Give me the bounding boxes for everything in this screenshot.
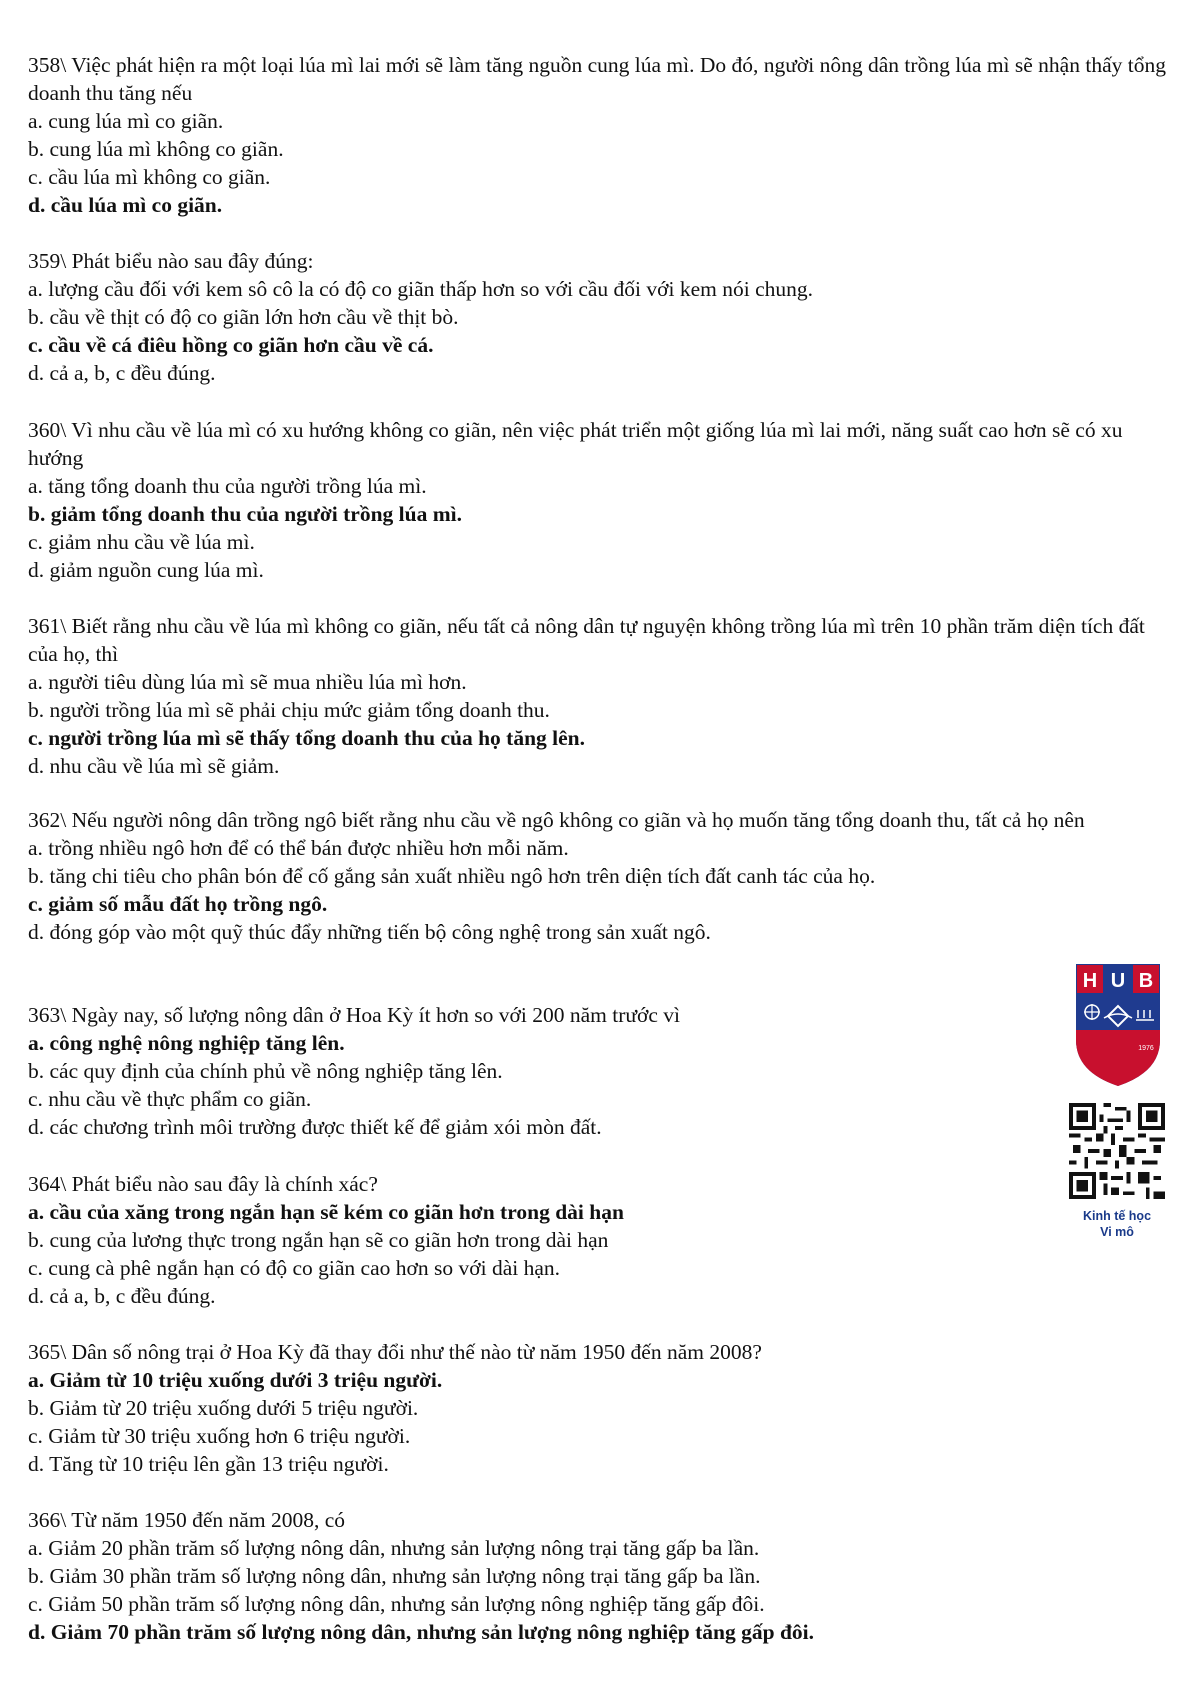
question-364 <box>28 1170 1168 1310</box>
answer-option: c. cung cà phê ngắn hạn có độ co giãn cao hơn so với dài hạn. <box>28 1256 560 1280</box>
answer-option: a. tăng tổng doanh thu của người trồng lúa mì. <box>28 474 427 498</box>
question-359 <box>28 247 1168 387</box>
answer-option: a. cung lúa mì co giãn. <box>28 109 224 133</box>
question-366 <box>28 1506 1168 1646</box>
question-text: 363\ Ngày nay, số lượng nông dân ở Hoa Kỳ ít hơn so với 200 năm trước vì <box>28 1003 681 1027</box>
answer-option-correct: a. Giảm từ 10 triệu xuống dưới 3 triệu người. <box>28 1368 443 1392</box>
answer-option: b. tăng chi tiêu cho phân bón để cố gắng sản xuất nhiều ngô hơn trên diện tích đất canh tác của họ. <box>28 864 876 888</box>
answer-option: c. Giảm từ 30 triệu xuống hơn 6 triệu người. <box>28 1424 411 1448</box>
answer-option-correct: a. công nghệ nông nghiệp tăng lên. <box>28 1031 345 1055</box>
logo-letter-u: U <box>1110 970 1126 992</box>
answer-option: a. trồng nhiều ngô hơn để có thể bán được nhiều hơn mỗi năm. <box>28 836 569 860</box>
answer-option: b. các quy định của chính phủ về nông nghiệp tăng lên. <box>28 1059 503 1083</box>
answer-option: d. cả a, b, c đều đúng. <box>28 361 216 385</box>
answer-option-correct: a. cầu của xăng trong ngắn hạn sẽ kém co giãn hơn trong dài hạn <box>28 1200 624 1224</box>
answer-option: d. cả a, b, c đều đúng. <box>28 1284 216 1308</box>
question-365 <box>28 1338 1168 1478</box>
question-text: 358\ Việc phát hiện ra một loại lúa mì lai mới sẽ làm tăng nguồn cung lúa mì. Do đó, người nông dân trồng lúa mì sẽ nhận thấy tổng doanh thu tăng nếu <box>28 53 1166 105</box>
logo-letter-h: H <box>1082 970 1098 992</box>
answer-option: b. Giảm 30 phần trăm số lượng nông dân, nhưng sản lượng nông trại tăng gấp ba lần. <box>28 1564 761 1588</box>
answer-option-correct: d. cầu lúa mì co giãn. <box>28 193 223 217</box>
question-363 <box>28 1001 1168 1141</box>
answer-option-correct: d. Giảm 70 phần trăm số lượng nông dân, nhưng sản lượng nông nghiệp tăng gấp đôi. <box>28 1620 814 1644</box>
question-text: 366\ Từ năm 1950 đến năm 2008, có <box>28 1508 345 1532</box>
answer-option: d. đóng góp vào một quỹ thúc đẩy những tiến bộ công nghệ trong sản xuất ngô. <box>28 920 711 944</box>
answer-option: b. cầu về thịt có độ co giãn lớn hơn cầu về thịt bò. <box>28 305 459 329</box>
answer-option: d. giảm nguồn cung lúa mì. <box>28 558 264 582</box>
logo-year: 1976 <box>1138 1045 1154 1052</box>
answer-option: d. các chương trình môi trường được thiết kế để giảm xói mòn đất. <box>28 1115 602 1139</box>
caption-line-2: Vi mô <box>1100 1225 1134 1239</box>
question-360 <box>28 416 1168 584</box>
answer-option: b. cung của lương thực trong ngắn hạn sẽ co giãn hơn trong dài hạn <box>28 1228 609 1252</box>
answer-option-correct: c. cầu về cá điêu hồng co giãn hơn cầu về cá. <box>28 333 434 357</box>
logo-letter-b: B <box>1138 970 1154 992</box>
qr-code-icon <box>1069 1103 1165 1199</box>
question-362 <box>28 806 1168 946</box>
answer-option: b. Giảm từ 20 triệu xuống dưới 5 triệu người. <box>28 1396 419 1420</box>
answer-option: c. nhu cầu về thực phẩm co giãn. <box>28 1087 312 1111</box>
question-text: 361\ Biết rằng nhu cầu về lúa mì không co giãn, nếu tất cả nông dân tự nguyện không trồng lúa mì trên 10 phần trăm diện tích đất của họ, thì <box>28 614 1145 666</box>
question-text: 362\ Nếu người nông dân trồng ngô biết rằng nhu cầu về ngô không co giãn và họ muốn tăng tổng doanh thu, tất cả họ nên <box>28 808 1085 832</box>
caption-line-1: Kinh tế học <box>1082 1209 1152 1223</box>
answer-option-correct: c. người trồng lúa mì sẽ thấy tổng doanh thu của họ tăng lên. <box>28 726 586 750</box>
answer-option: a. người tiêu dùng lúa mì sẽ mua nhiều lúa mì hơn. <box>28 670 467 694</box>
question-text: 364\ Phát biểu nào sau đây là chính xác? <box>28 1172 378 1196</box>
answer-option: c. giảm nhu cầu về lúa mì. <box>28 530 255 554</box>
answer-option: a. lượng cầu đối với kem sô cô la có độ co giãn thấp hơn so với cầu đối với kem nói chung. <box>28 277 814 301</box>
question-text: 360\ Vì nhu cầu về lúa mì có xu hướng không co giãn, nên việc phát triển một giống lúa mì lai mới, năng suất cao hơn sẽ có xu hướng <box>28 418 1123 470</box>
question-361 <box>28 612 1168 780</box>
answer-option: a. Giảm 20 phần trăm số lượng nông dân, nhưng sản lượng nông trại tăng gấp ba lần. <box>28 1536 760 1560</box>
answer-option: d. Tăng từ 10 triệu lên gần 13 triệu người. <box>28 1452 389 1476</box>
question-text: 359\ Phát biểu nào sau đây đúng: <box>28 249 314 273</box>
answer-option: b. người trồng lúa mì sẽ phải chịu mức giảm tổng doanh thu. <box>28 698 550 722</box>
answer-option-correct: c. giảm số mẫu đất họ trồng ngô. <box>28 892 328 916</box>
question-text: 365\ Dân số nông trại ở Hoa Kỳ đã thay đổi như thế nào từ năm 1950 đến năm 2008? <box>28 1340 762 1364</box>
answer-option: b. cung lúa mì không co giãn. <box>28 137 284 161</box>
answer-option: c. cầu lúa mì không co giãn. <box>28 165 271 189</box>
logo-caption <box>1064 1208 1170 1240</box>
answer-option-correct: b. giảm tổng doanh thu của người trồng lúa mì. <box>28 502 462 526</box>
answer-option: d. nhu cầu về lúa mì sẽ giảm. <box>28 754 280 778</box>
hub-sidebar <box>1064 960 1170 1260</box>
question-358 <box>28 51 1168 219</box>
hub-shield-logo-icon <box>1074 960 1162 1088</box>
answer-option: c. Giảm 50 phần trăm số lượng nông dân, nhưng sản lượng nông nghiệp tăng gấp đôi. <box>28 1592 765 1616</box>
